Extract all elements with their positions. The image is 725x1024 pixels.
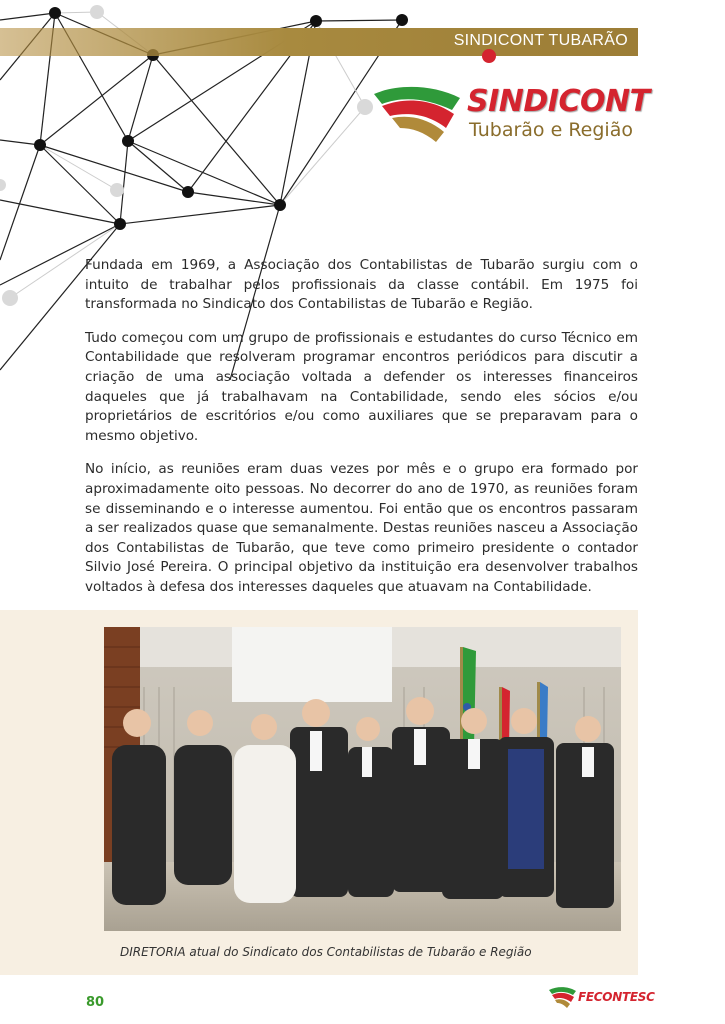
header-band: [0, 28, 638, 56]
group-photo: [104, 627, 621, 931]
paragraph: Fundada em 1969, a Associação dos Contabilistas de Tubarão surgiu com o intuito de trabalhar pelos profissionais da classe contábil. Em 1975 foi transformada no Sindicato dos Contabilistas de Tubarão e Região.: [85, 257, 638, 313]
logo-subtitle: Tubarão e Região: [469, 119, 633, 141]
fecontesc-logo: [548, 986, 655, 1010]
body-text: [85, 256, 638, 612]
paragraph: No início, as reuniões eram duas vezes por mês e o grupo era formado por aproximadamente oito pessoas. No decorrer do ano de 1970, as reuniões foram se disseminando e o interesse aumentou. Foi então que os encontros passaram a ser realizados quase que semanalmente. Destas reuniões nasceu a Associação dos Contabilistas de Tubarão, que teve como primeiro presidente o contador Silvio José Pereira. O principal objetivo da instituição era desenvolver trabalhos voltados à defesa dos interesses daqueles que atuavam na Contabilidade.: [85, 461, 638, 595]
fecontesc-logo-icon: [548, 986, 578, 1010]
header-title: SINDICONT TUBARÃO: [453, 32, 628, 49]
footer-logo-name: FECONTESC: [578, 990, 655, 1004]
photo-caption: DIRETORIA atual do Sindicato dos Contabilistas de Tubarão e Região: [120, 945, 532, 959]
red-dot: [482, 49, 496, 63]
sindicont-logo-icon: [372, 84, 467, 148]
paragraph: Tudo começou com um grupo de profissionais e estudantes do curso Técnico em Contabilidade que resolveram programar encontros periódicos para discutir a criação de uma associação voltada a defender os interesses financeiros daqueles que já trabalhavam na Contabilidade, sendo eles sócios e/ou proprietários de escritórios e/ou como auxiliares que se preparavam para o mesmo objetivo.: [85, 329, 638, 444]
page-number: 80: [86, 995, 105, 1010]
sindicont-logo: [372, 84, 650, 148]
logo-name: SINDICONT: [467, 84, 650, 119]
